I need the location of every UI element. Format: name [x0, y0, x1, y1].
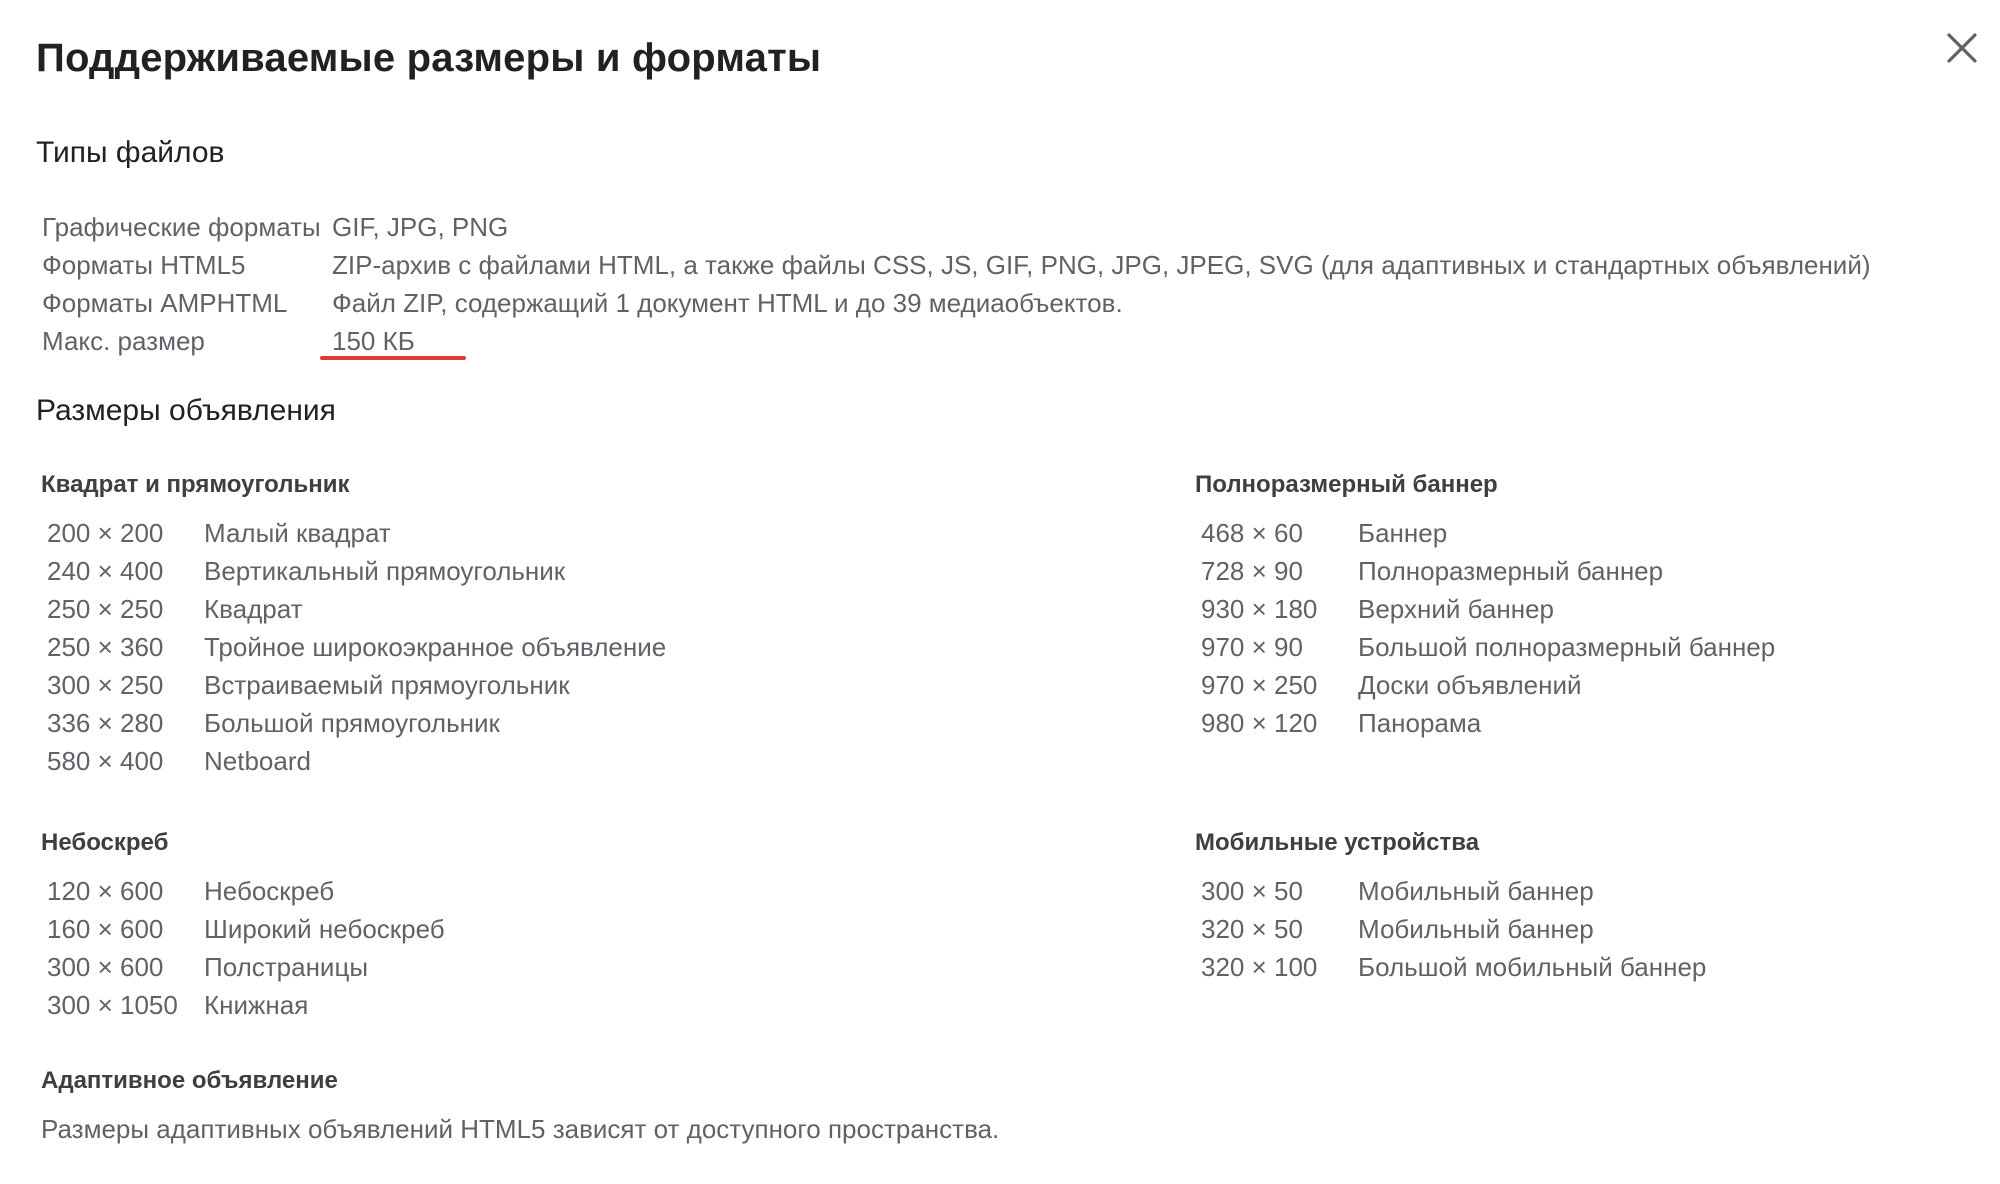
ad-size-name: Полстраницы	[204, 952, 369, 982]
ad-size-name: Большой прямоугольник	[204, 708, 500, 738]
ad-size-name: Малый квадрат	[204, 518, 391, 548]
ad-size-name: Большой мобильный баннер	[1358, 952, 1707, 982]
ad-size-name: Баннер	[1358, 518, 1448, 548]
list-item	[36, 514, 666, 552]
ad-size-name: Верхний баннер	[1358, 594, 1554, 624]
size-group-title: Квадрат и прямоугольник	[41, 471, 350, 498]
list-item	[36, 704, 666, 742]
size-group-leaderboard	[1190, 470, 1775, 742]
ad-size: 300 × 600	[47, 952, 164, 982]
close-icon	[1947, 33, 1977, 63]
ad-size: 320 × 100	[1201, 952, 1318, 982]
ad-size: 320 × 50	[1201, 914, 1303, 944]
list-item	[1190, 590, 1775, 628]
ad-size-name: Панорама	[1358, 708, 1482, 738]
ad-size-name: Доски объявлений	[1358, 670, 1582, 700]
adaptive-ad-text: Размеры адаптивных объявлений HTML5 зависят от доступного пространства.	[41, 1114, 1000, 1144]
ad-size-name: Встраиваемый прямоугольник	[204, 670, 570, 700]
max-size-highlight	[320, 356, 466, 360]
list-item	[1190, 704, 1775, 742]
dialog-title: Поддерживаемые размеры и форматы	[36, 36, 822, 80]
ad-size: 300 × 250	[47, 670, 164, 700]
list-item	[36, 910, 445, 948]
ad-size-name: Netboard	[204, 746, 311, 776]
list-item	[36, 986, 445, 1024]
list-item	[1190, 628, 1775, 666]
ad-size: 300 × 50	[1201, 876, 1303, 906]
ad-size-name: Большой полноразмерный баннер	[1358, 632, 1776, 662]
file-type-label: Форматы HTML5	[42, 250, 246, 280]
size-group-skyscraper	[36, 828, 445, 1024]
list-item	[1190, 948, 1706, 986]
ad-size: 120 × 600	[47, 876, 164, 906]
size-group-square	[36, 470, 666, 780]
ad-size-name: Тройное широкоэкранное объявление	[204, 632, 667, 662]
file-type-row	[36, 208, 1871, 246]
file-type-value: Файл ZIP, содержащий 1 документ HTML и до 39 медиаобъектов.	[332, 288, 1123, 318]
file-type-row	[36, 284, 1871, 322]
close-button[interactable]	[1940, 26, 1984, 70]
list-item	[1190, 666, 1775, 704]
max-size-value: 150 КБ	[332, 326, 415, 356]
file-type-value: GIF, JPG, PNG	[332, 212, 509, 242]
list-item	[36, 742, 666, 780]
ad-size-name: Полноразмерный баннер	[1358, 556, 1664, 586]
ad-size: 980 × 120	[1201, 708, 1318, 738]
ad-size-name: Книжная	[204, 990, 309, 1020]
ad-size-name: Широкий небоскреб	[204, 914, 445, 944]
file-type-label: Графические форматы	[42, 212, 321, 242]
ad-size-name: Небоскреб	[204, 876, 335, 906]
size-group-title: Мобильные устройства	[1195, 829, 1480, 856]
size-group-mobile	[1190, 828, 1706, 986]
file-types-table	[36, 208, 1871, 360]
ad-size: 930 × 180	[1201, 594, 1318, 624]
ad-size: 580 × 400	[47, 746, 164, 776]
list-item	[36, 552, 666, 590]
file-type-label: Форматы AMPHTML	[42, 288, 288, 318]
ad-size: 468 × 60	[1201, 518, 1303, 548]
file-types-heading: Типы файлов	[36, 136, 225, 169]
ad-size: 970 × 90	[1201, 632, 1303, 662]
list-item	[1190, 872, 1706, 910]
ad-size: 728 × 90	[1201, 556, 1303, 586]
ad-sizes-heading: Размеры объявления	[36, 394, 336, 427]
ad-size-name: Мобильный баннер	[1358, 914, 1594, 944]
size-group-title: Небоскреб	[41, 829, 169, 856]
ad-size: 160 × 600	[47, 914, 164, 944]
list-item	[36, 872, 445, 910]
list-item	[1190, 552, 1775, 590]
list-item	[36, 590, 666, 628]
list-item	[36, 666, 666, 704]
file-type-row	[36, 322, 1871, 360]
list-item	[1190, 514, 1775, 552]
ad-size: 336 × 280	[47, 708, 164, 738]
ad-size: 970 × 250	[1201, 670, 1318, 700]
ad-size: 240 × 400	[47, 556, 164, 586]
adaptive-ad-title: Адаптивное объявление	[41, 1067, 338, 1094]
ad-size: 200 × 200	[47, 518, 164, 548]
ad-size-name: Мобильный баннер	[1358, 876, 1594, 906]
ad-size: 300 × 1050	[47, 990, 178, 1020]
file-type-row	[36, 246, 1871, 284]
ad-size-name: Вертикальный прямоугольник	[204, 556, 566, 586]
list-item	[36, 948, 445, 986]
file-type-label: Макс. размер	[42, 326, 205, 356]
file-type-value: ZIP-архив с файлами HTML, а также файлы CSS, JS, GIF, PNG, JPG, JPEG, SVG (для адаптивных и стандартных объявлений)	[332, 250, 1871, 280]
list-item	[1190, 910, 1706, 948]
size-group-title: Полноразмерный баннер	[1195, 471, 1498, 498]
ad-size: 250 × 360	[47, 632, 164, 662]
ad-size: 250 × 250	[47, 594, 164, 624]
ad-size-name: Квадрат	[204, 594, 303, 624]
list-item	[36, 628, 666, 666]
